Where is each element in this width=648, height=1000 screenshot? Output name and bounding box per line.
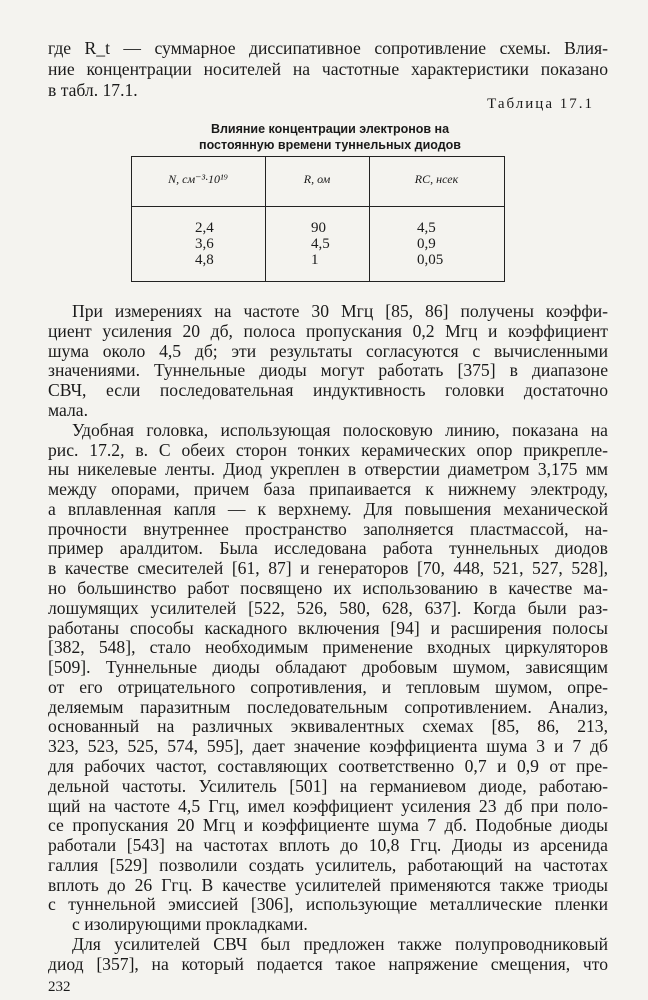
table-column-r <box>311 220 330 268</box>
table-cell: 90 <box>311 220 326 236</box>
text-line: Для усилителей СВЧ был предложен также полупроводниковый <box>72 934 608 954</box>
table-cell: 3,6 <box>195 236 214 252</box>
table-column-n <box>195 220 214 268</box>
table-title: постоянную времени туннельных диодов <box>199 138 461 152</box>
data-table <box>131 156 505 282</box>
text-line: прочности внутреннее пространство заполняется пластмассой, на- <box>48 518 608 539</box>
text-line: значениями. Туннельные диоды могут работать [375] в диапазоне <box>48 360 608 381</box>
text-line: работаны способы каскадного включения [94] и расширения полосы <box>48 617 608 638</box>
text-line: мала. <box>48 399 88 420</box>
text-line: При измерениях на частоте 30 Мгц [85, 86] получены коэффи- <box>72 301 608 321</box>
table-cell: 4,8 <box>195 252 214 268</box>
text-line: пример аралдитом. Была исследована работа туннельных диодов <box>48 538 608 559</box>
text-line: работали [543] на частотах вплоть до 10,8 Ггц. Диоды из арсенида <box>48 835 608 856</box>
text-line: дельной частоты. Усилитель [501] на германиевом диоде, работаю- <box>48 775 608 796</box>
text-line: лошумящих усилителей [522, 526, 580, 628, 637]. Когда были раз- <box>48 597 608 618</box>
table-cell: 0,05 <box>417 252 444 268</box>
table-title: Влияние концентрации электронов на <box>210 122 450 136</box>
text-line: галлия [529] позволили создать усилитель, работающий на частотах <box>48 854 608 875</box>
table-cell: 0,9 <box>417 236 436 252</box>
text-line: рис. 17.2, в. С обеих сторон тонких керамических опор прикрепле- <box>48 439 608 460</box>
table-cell: 4,5 <box>417 220 436 236</box>
text-line: от его отрицательного сопротивления, и тепловым шумом, опре- <box>48 676 608 697</box>
text-line: с изолирующими прокладками. <box>72 914 308 935</box>
table-rule-header <box>131 206 505 207</box>
text-line: в табл. 17.1. <box>48 80 138 100</box>
text-line: ние концентрации носителей на частотные характеристики показано <box>48 59 608 79</box>
text-line: между опорами, причем база припаивается к нижнему электроду, <box>48 479 608 499</box>
page-number: 232 <box>48 978 71 995</box>
table-cell: 4,5 <box>311 236 330 252</box>
text-line: ны никелевые ленты. Диод укреплен в отверстии диаметром 3,175 мм <box>48 459 608 480</box>
text-line: в качестве смесителей [61, 87] и генераторов [70, 448, 521, 527, 528], <box>48 558 608 579</box>
table-column-rc <box>417 220 443 268</box>
text-line: а вплавленная капля — к верхнему. Для повышения механической <box>48 498 608 519</box>
table-header-r: R, ом <box>303 172 331 186</box>
text-line: но большинство работ посвящено их использованию в качестве ма- <box>48 577 608 598</box>
text-line: СВЧ, если последовательная индуктивность головки достаточно <box>48 380 608 401</box>
text-line: щий на частоте 4,5 Ггц, имел коэффициент усиления 23 дб при поло- <box>48 795 608 816</box>
text-line: вплоть до 26 Ггц. В качестве усилителей применяются также триоды <box>48 874 608 895</box>
table-rule-bottom <box>131 281 505 282</box>
table-cell: 1 <box>311 252 319 268</box>
text-line: циент усиления 20 дб, полоса пропускания 0,2 Мгц и коэффициент <box>48 320 608 341</box>
text-line: [382, 548], стало необходимым применение входных циркуляторов <box>48 637 608 658</box>
text-line: для рабочих частот, составляющих соответственно 0,7 и 0,9 от пре- <box>48 756 608 776</box>
text-line: диод [357], на который подается такое напряжение смещения, что <box>48 953 608 974</box>
text-line: где R_t — суммарное диссипативное сопротивление схемы. Влия- <box>48 38 608 58</box>
text-line: деляемым паразитным последовательным сопротивлением. Анализ, <box>48 696 608 717</box>
table-cell: 2,4 <box>195 220 214 236</box>
text-line: Удобная головка, использующая полосковую линию, показана на <box>72 419 608 440</box>
text-line: 323, 523, 525, 574, 595], дает значение коэффициента шума 3 и 7 дб <box>48 736 608 757</box>
table-rule-top <box>131 156 505 157</box>
text-line: с туннельной эмиссией [306], использующие металлические пленки <box>48 894 608 915</box>
text-line: се пропускания 20 Мгц и коэффициенте шума 7 дб. Подобные диоды <box>48 815 608 836</box>
table-rule-right <box>504 156 505 282</box>
table-header-n: N, см⁻³·10¹⁹ <box>168 172 228 186</box>
table-label: Таблица 17.1 <box>487 96 594 112</box>
text-line: [509]. Туннельные диоды обладают дробовым шумом, зависящим <box>48 657 608 678</box>
text-line: основанный на различных эквивалентных схемах [85, 86, 213, <box>48 716 608 737</box>
text-line: шума около 4,5 дб; эти результаты согласуются с вычисленными <box>48 340 608 361</box>
table-header-rc: RC, нсек <box>414 172 459 186</box>
